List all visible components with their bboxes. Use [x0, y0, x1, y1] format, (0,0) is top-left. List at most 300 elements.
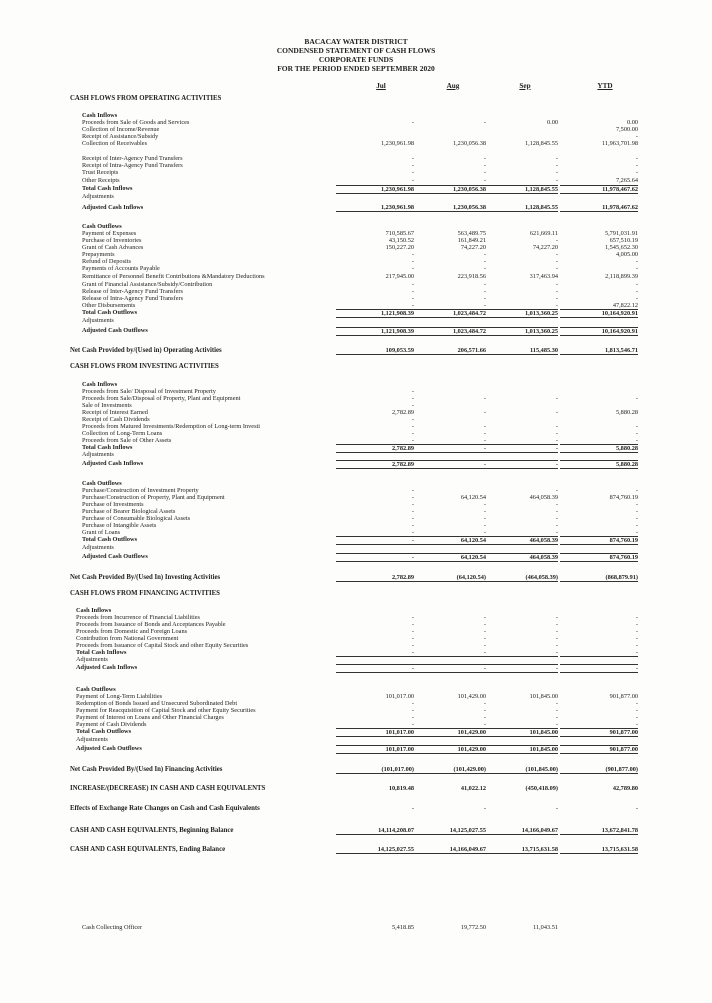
row-label: Adjustments: [82, 193, 114, 200]
value-ytd: -: [635, 169, 638, 176]
value-jul: -: [411, 430, 414, 437]
row-label: Proceeds from Incurrence of Financial Liabilities: [76, 614, 200, 621]
value-sep: -: [555, 169, 558, 176]
value-ytd: 901,877.00: [560, 745, 638, 754]
value-aug: -: [483, 628, 486, 635]
value-jul: -: [411, 281, 414, 288]
value-sep: -: [555, 409, 558, 416]
value-ytd: 0.00: [626, 119, 638, 126]
value-jul: -: [411, 805, 414, 812]
value-sep: 464,058.39: [529, 494, 558, 501]
value-ytd: -: [635, 162, 638, 169]
row-label: Release of Intra-Agency Fund Transfers: [82, 295, 184, 302]
value-jul: -: [411, 529, 414, 536]
line-item-row: [0, 317, 712, 327]
net-row: [0, 846, 712, 856]
statement-title: CONDENSED STATEMENT OF CASH FLOWS: [276, 46, 436, 55]
row-label: Purchase of Consumable Biological Assets: [82, 515, 191, 522]
value-sep: -: [555, 614, 558, 621]
row-label: CASH AND CASH EQUIVALENTS, Ending Balance: [70, 846, 226, 853]
row-label: Net Cash Provided By/(Used In) Investing Activities: [70, 574, 221, 581]
value-aug: 14,125,027.55: [408, 827, 486, 835]
value-jul: -: [411, 437, 414, 444]
total-row: [0, 460, 712, 470]
value-sep: -: [555, 508, 558, 515]
value-jul: -: [411, 707, 414, 714]
value-ytd: -: [635, 522, 638, 529]
value-ytd: -: [635, 805, 638, 812]
value-aug: -: [483, 614, 486, 621]
value-sep: 464,058.39: [480, 553, 558, 562]
value-ytd: -: [635, 155, 638, 162]
row-label: Purchase/Construction of Investment Property: [82, 487, 199, 494]
value-sep: -: [555, 395, 558, 402]
row-label: Effects of Exchange Rate Changes on Cash and Cash Equivalents: [70, 805, 260, 812]
value-ytd: 42,789.80: [612, 785, 638, 792]
row-label: Cash Collecting Officer: [82, 924, 143, 931]
value-aug: -: [483, 501, 486, 508]
value-ytd: -: [635, 288, 638, 295]
value-aug: 64,120.54: [408, 553, 486, 562]
value-jul: 43,150.52: [388, 237, 414, 244]
value-aug: (101,429.00): [408, 766, 486, 774]
value-ytd: -: [635, 515, 638, 522]
value-ytd: 874,760.19: [609, 494, 638, 501]
value-ytd: -: [635, 265, 638, 272]
value-jul: -: [411, 302, 414, 309]
value-ytd: 10,164,920.91: [560, 327, 638, 336]
total-row: [0, 745, 712, 755]
value-sep: -: [555, 288, 558, 295]
value-jul: -: [411, 628, 414, 635]
row-label: Other Disbursements: [82, 302, 136, 309]
value-aug: -: [483, 258, 486, 265]
value-aug: -: [483, 162, 486, 169]
row-label: Proceeds from Domestic and Foreign Loans: [76, 628, 188, 635]
col-sep: Sep: [519, 82, 531, 90]
row-label: Adjustments: [76, 656, 108, 663]
value-sep: 74,227.20: [532, 244, 558, 251]
value-ytd: 901,877.00: [609, 693, 638, 700]
section-heading: [0, 363, 712, 373]
value-jul: -: [411, 258, 414, 265]
row-label: Payment of Long-Term Liabilities: [76, 693, 163, 700]
value-sep: (464,058.39): [480, 574, 558, 582]
col-ytd: YTD: [597, 82, 613, 90]
row-label: Contribution from National Government: [76, 635, 179, 642]
value-aug: -: [483, 169, 486, 176]
value-aug: -: [483, 707, 486, 714]
row-label: Cash Outflows: [82, 223, 122, 230]
value-jul: 1,121,908.39: [336, 309, 414, 318]
value-sep: -: [555, 642, 558, 649]
row-label: Collection of Receivables: [82, 140, 148, 147]
value-aug: -: [483, 409, 486, 416]
row-label: Receipt of Intra-Agency Fund Transfers: [82, 162, 183, 169]
value-sep: 621,669.11: [529, 230, 558, 237]
row-label: Net Cash Provided By/(Used In) Financing Activities: [70, 766, 223, 773]
value-sep: -: [555, 423, 558, 430]
value-ytd: 5,880.28: [615, 409, 638, 416]
value-sep: -: [555, 162, 558, 169]
value-jul: -: [411, 251, 414, 258]
value-jul: -: [411, 714, 414, 721]
value-ytd: -: [635, 508, 638, 515]
value-aug: -: [483, 251, 486, 258]
value-aug: -: [408, 460, 486, 469]
value-sep: -: [555, 515, 558, 522]
value-jul: -: [411, 295, 414, 302]
row-label: Total Cash Inflows: [82, 444, 133, 451]
value-jul: 14,125,027.55: [336, 846, 414, 854]
row-label: Adjusted Cash Outflows: [82, 553, 148, 560]
row-label: Adjustments: [76, 736, 108, 743]
value-jul: -: [411, 388, 414, 395]
value-sep: -: [555, 265, 558, 272]
value-aug: -: [483, 805, 486, 812]
value-aug: 1,023,484.72: [408, 309, 486, 318]
value-aug: 64,120.54: [460, 494, 486, 501]
value-ytd: 13,715,631.58: [560, 846, 638, 854]
value-sep: 1,128,845.55: [524, 140, 558, 147]
value-jul: -: [336, 664, 414, 673]
value-aug: 64,120.54: [408, 536, 486, 545]
value-aug: 563,489.75: [457, 230, 486, 237]
value-jul: 101,017.00: [385, 693, 414, 700]
value-ytd: -: [635, 501, 638, 508]
value-aug: -: [483, 119, 486, 126]
row-label: Payment of Cash Dividends: [76, 721, 147, 728]
line-item-row: [0, 193, 712, 203]
value-aug: 1,230,056.38: [408, 185, 486, 194]
value-sep: 464,058.39: [480, 536, 558, 545]
value-sep: -: [555, 529, 558, 536]
row-label: Receipt of Cash Dividends: [82, 416, 150, 423]
value-aug: 1,023,484.72: [408, 327, 486, 336]
value-ytd: -: [635, 430, 638, 437]
value-sep: 0.00: [546, 119, 558, 126]
value-sep: -: [555, 714, 558, 721]
value-aug: 41,022.12: [460, 785, 486, 792]
value-jul: -: [411, 402, 414, 409]
org-name: BACACAY WATER DISTRICT: [304, 37, 408, 46]
value-aug: -: [483, 155, 486, 162]
value-jul: -: [411, 621, 414, 628]
row-label: Collection of Long-Term Loans: [82, 430, 163, 437]
row-label: Payment of Interest on Loans and Other Financial Charges: [76, 714, 224, 721]
net-row: [0, 805, 712, 815]
value-jul: -: [336, 553, 414, 562]
value-jul: 101,017.00: [336, 745, 414, 754]
value-ytd: 11,978,467.62: [560, 204, 638, 212]
section-heading: [0, 95, 712, 105]
value-jul: -: [411, 487, 414, 494]
value-jul: 5,418.85: [391, 924, 414, 931]
value-jul: 710,585.67: [385, 230, 414, 237]
value-sep: -: [555, 237, 558, 244]
value-sep: (450,418.09): [525, 785, 558, 792]
value-sep: -: [480, 460, 558, 469]
value-sep: 1,128,845.55: [480, 185, 558, 194]
row-label: Proceeds from Sale/ Disposal of Investment Property: [82, 388, 216, 395]
value-ytd: -: [635, 714, 638, 721]
value-ytd: -: [635, 295, 638, 302]
value-aug: -: [483, 522, 486, 529]
value-aug: -: [483, 721, 486, 728]
value-sep: 13,715,631.58: [480, 846, 558, 854]
value-sep: 317,463.94: [529, 273, 558, 280]
row-label: Payment of Expenses: [82, 230, 137, 237]
row-label: Adjusted Cash Outflows: [76, 745, 142, 752]
value-aug: -: [483, 295, 486, 302]
value-jul: 2,782.89: [336, 444, 414, 453]
fund-name: CORPORATE FUNDS: [318, 55, 394, 64]
value-sep: -: [555, 251, 558, 258]
row-label: Net Cash Provided by/(Used in) Operating Activities: [70, 347, 222, 354]
net-row: [0, 347, 712, 357]
value-ytd: 2,118,899.39: [605, 273, 638, 280]
value-aug: 14,166,049.67: [408, 846, 486, 854]
value-jul: 1,230,961.98: [336, 185, 414, 194]
value-aug: 1,230,056.38: [408, 204, 486, 212]
value-aug: 101,429.00: [408, 745, 486, 754]
value-ytd: -: [635, 707, 638, 714]
value-aug: -: [483, 621, 486, 628]
net-row: [0, 785, 712, 795]
row-label: Payments of Accounts Payable: [82, 265, 160, 272]
value-ytd: 874,760.19: [560, 553, 638, 562]
value-aug: -: [483, 265, 486, 272]
row-label: Total Cash Outflows: [82, 536, 138, 543]
value-sep: -: [555, 501, 558, 508]
value-sep: -: [555, 302, 558, 309]
value-ytd: -: [635, 395, 638, 402]
row-label: Proceeds from Issuance of Capital Stock and other Equity Securities: [76, 642, 249, 649]
value-sep: -: [480, 664, 558, 673]
value-sep: 1,128,845.55: [480, 204, 558, 212]
value-sep: -: [555, 487, 558, 494]
value-ytd: 874,760.19: [560, 536, 638, 545]
value-sep: 115,485.30: [480, 347, 558, 355]
value-jul: 1,230,961.98: [336, 204, 414, 212]
value-ytd: 5,880.28: [560, 460, 638, 469]
value-jul: 1,121,908.39: [336, 327, 414, 336]
row-label: Purchase of Bearer Biological Assets: [82, 508, 176, 515]
row-label: Total Cash Inflows: [82, 185, 133, 192]
row-label: Purchase of Investments: [82, 501, 144, 508]
value-aug: -: [483, 177, 486, 184]
row-label: Cash Inflows: [82, 112, 118, 119]
value-ytd: -: [635, 721, 638, 728]
row-label: Receipt of Assistance/Subsidy: [82, 133, 159, 140]
value-aug: 161,849.21: [457, 237, 486, 244]
net-row: [0, 766, 712, 776]
row-label: Proceeds from Matured Investments/Redemption of Long-term Investi: [82, 423, 261, 430]
value-sep: -: [555, 437, 558, 444]
row-label: Trust Receipts: [82, 169, 119, 176]
row-label: Grant of Financial Assistance/Subsidy/Contribution: [82, 281, 213, 288]
total-row: [0, 553, 712, 563]
value-ytd: -: [635, 529, 638, 536]
value-jul: 217,945.00: [385, 273, 414, 280]
row-label: Payment for Reacquisition of Capital Stock and other Equity Securities: [76, 707, 256, 714]
row-label: Prepayments: [82, 251, 115, 258]
value-aug: 1,230,056.38: [452, 140, 486, 147]
value-ytd: 7,500.00: [615, 126, 638, 133]
total-row: [0, 204, 712, 214]
value-aug: 74,227.20: [460, 244, 486, 251]
value-jul: 150,227.20: [385, 244, 414, 251]
col-aug: Aug: [446, 82, 460, 90]
row-label: Proceeds from Sale of Goods and Services: [82, 119, 190, 126]
value-ytd: 11,963,701.98: [602, 140, 638, 147]
value-sep: -: [555, 721, 558, 728]
value-aug: -: [483, 635, 486, 642]
value-jul: -: [411, 501, 414, 508]
value-ytd: -: [635, 487, 638, 494]
row-label: Proceeds from Sale/Disposal of Property, Plant and Equipment: [82, 395, 241, 402]
value-jul: -: [411, 522, 414, 529]
value-aug: -: [408, 649, 486, 657]
value-sep: -: [555, 295, 558, 302]
row-label: CASH FLOWS FROM INVESTING ACTIVITIES: [70, 363, 219, 370]
value-aug: -: [483, 515, 486, 522]
value-sep: -: [555, 621, 558, 628]
value-sep: -: [555, 177, 558, 184]
value-sep: -: [555, 281, 558, 288]
value-ytd: 1,813,546.71: [560, 347, 638, 355]
value-jul: -: [411, 515, 414, 522]
value-ytd: (868,879.91): [560, 574, 638, 582]
row-label: Cash Inflows: [76, 607, 112, 614]
value-ytd: -: [635, 423, 638, 430]
value-jul: -: [411, 177, 414, 184]
total-row: [0, 327, 712, 337]
net-row: [0, 574, 712, 584]
total-row: [0, 664, 712, 674]
value-sep: -: [555, 635, 558, 642]
value-ytd: -: [635, 700, 638, 707]
value-aug: 206,571.66: [408, 347, 486, 355]
value-ytd: 5,880.28: [560, 444, 638, 453]
row-label: Total Cash Inflows: [76, 649, 127, 656]
value-sep: 101,845.00: [480, 745, 558, 754]
value-jul: -: [411, 423, 414, 430]
period-label: FOR THE PERIOD ENDED SEPTEMBER 2020: [277, 64, 435, 73]
value-aug: -: [483, 288, 486, 295]
value-aug: -: [483, 430, 486, 437]
row-label: Adjusted Cash Inflows: [76, 664, 138, 671]
value-jul: -: [336, 649, 414, 657]
value-sep: -: [555, 700, 558, 707]
value-jul: -: [411, 169, 414, 176]
value-jul: -: [411, 416, 414, 423]
value-sep: 1,013,360.25: [480, 327, 558, 336]
value-sep: -: [555, 258, 558, 265]
value-jul: -: [411, 635, 414, 642]
value-aug: -: [408, 444, 486, 453]
row-label: Collection of Income/Revenue: [82, 126, 160, 133]
value-jul: 109,053.59: [336, 347, 414, 355]
row-label: Adjustments: [82, 544, 114, 551]
value-jul: 14,114,208.07: [336, 827, 414, 835]
row-label: Proceeds from Sale of Other Assets: [82, 437, 172, 444]
line-item-row: [0, 924, 712, 934]
value-aug: 101,429.00: [408, 728, 486, 737]
row-label: Other Receipts: [82, 177, 120, 184]
value-aug: -: [483, 423, 486, 430]
value-sep: 1,013,360.25: [480, 309, 558, 318]
row-label: Total Cash Outflows: [82, 309, 138, 316]
value-jul: -: [411, 642, 414, 649]
row-label: Release of Inter-Agency Fund Transfers: [82, 288, 183, 295]
value-sep: -: [555, 522, 558, 529]
value-jul: -: [411, 700, 414, 707]
value-jul: -: [411, 508, 414, 515]
value-jul: -: [411, 614, 414, 621]
row-label: Receipt of Interest Earned: [82, 409, 148, 416]
value-jul: -: [411, 494, 414, 501]
value-jul: (101,017.00): [336, 766, 414, 774]
value-sep: -: [555, 805, 558, 812]
value-sep: (101,845.00): [480, 766, 558, 774]
value-aug: -: [483, 714, 486, 721]
row-label: Total Cash Outflows: [76, 728, 132, 735]
value-sep: 101,845.00: [480, 728, 558, 737]
row-label: Grant of Loans: [82, 529, 121, 536]
row-label: Purchase of Intangible Assets: [82, 522, 157, 529]
value-sep: -: [555, 628, 558, 635]
value-ytd: -: [635, 635, 638, 642]
row-label: CASH FLOWS FROM FINANCING ACTIVITIES: [70, 590, 220, 597]
value-aug: -: [483, 281, 486, 288]
net-row: [0, 827, 712, 837]
value-aug: -: [483, 395, 486, 402]
value-sep: -: [555, 430, 558, 437]
line-item-row: [0, 140, 712, 150]
value-ytd: 11,978,467.62: [560, 185, 638, 194]
row-label: Purchase/Construction of Property, Plant and Equipment: [82, 494, 225, 501]
value-ytd: -: [635, 437, 638, 444]
value-jul: -: [336, 536, 414, 545]
row-label: Remittance of Personnel Benefit Contributions &Mandatory Deductions: [82, 273, 265, 280]
value-ytd: 10,164,920.91: [560, 309, 638, 318]
row-label: Cash Outflows: [76, 686, 116, 693]
value-ytd: -: [635, 628, 638, 635]
value-ytd: -: [635, 133, 638, 140]
row-label: Adjustments: [82, 451, 114, 458]
value-aug: 19,772.50: [460, 924, 486, 931]
value-ytd: -: [635, 258, 638, 265]
value-ytd: 901,877.00: [560, 728, 638, 737]
value-aug: -: [483, 437, 486, 444]
value-ytd: -: [635, 621, 638, 628]
value-jul: -: [411, 265, 414, 272]
value-sep: 11,043.51: [533, 924, 558, 931]
value-sep: -: [555, 155, 558, 162]
value-ytd: 1,545,652.30: [604, 244, 638, 251]
value-jul: -: [411, 288, 414, 295]
row-label: Grant of Cash Advances: [82, 244, 144, 251]
value-sep: 14,166,049.67: [480, 827, 558, 835]
value-sep: -: [480, 649, 558, 657]
value-jul: 2,782.89: [336, 574, 414, 582]
value-jul: 101,017.00: [336, 728, 414, 737]
value-ytd: -: [560, 649, 638, 657]
value-ytd: 657,510.19: [609, 237, 638, 244]
row-label: Refund of Deposits: [82, 258, 131, 265]
value-jul: 10,819.48: [388, 785, 414, 792]
